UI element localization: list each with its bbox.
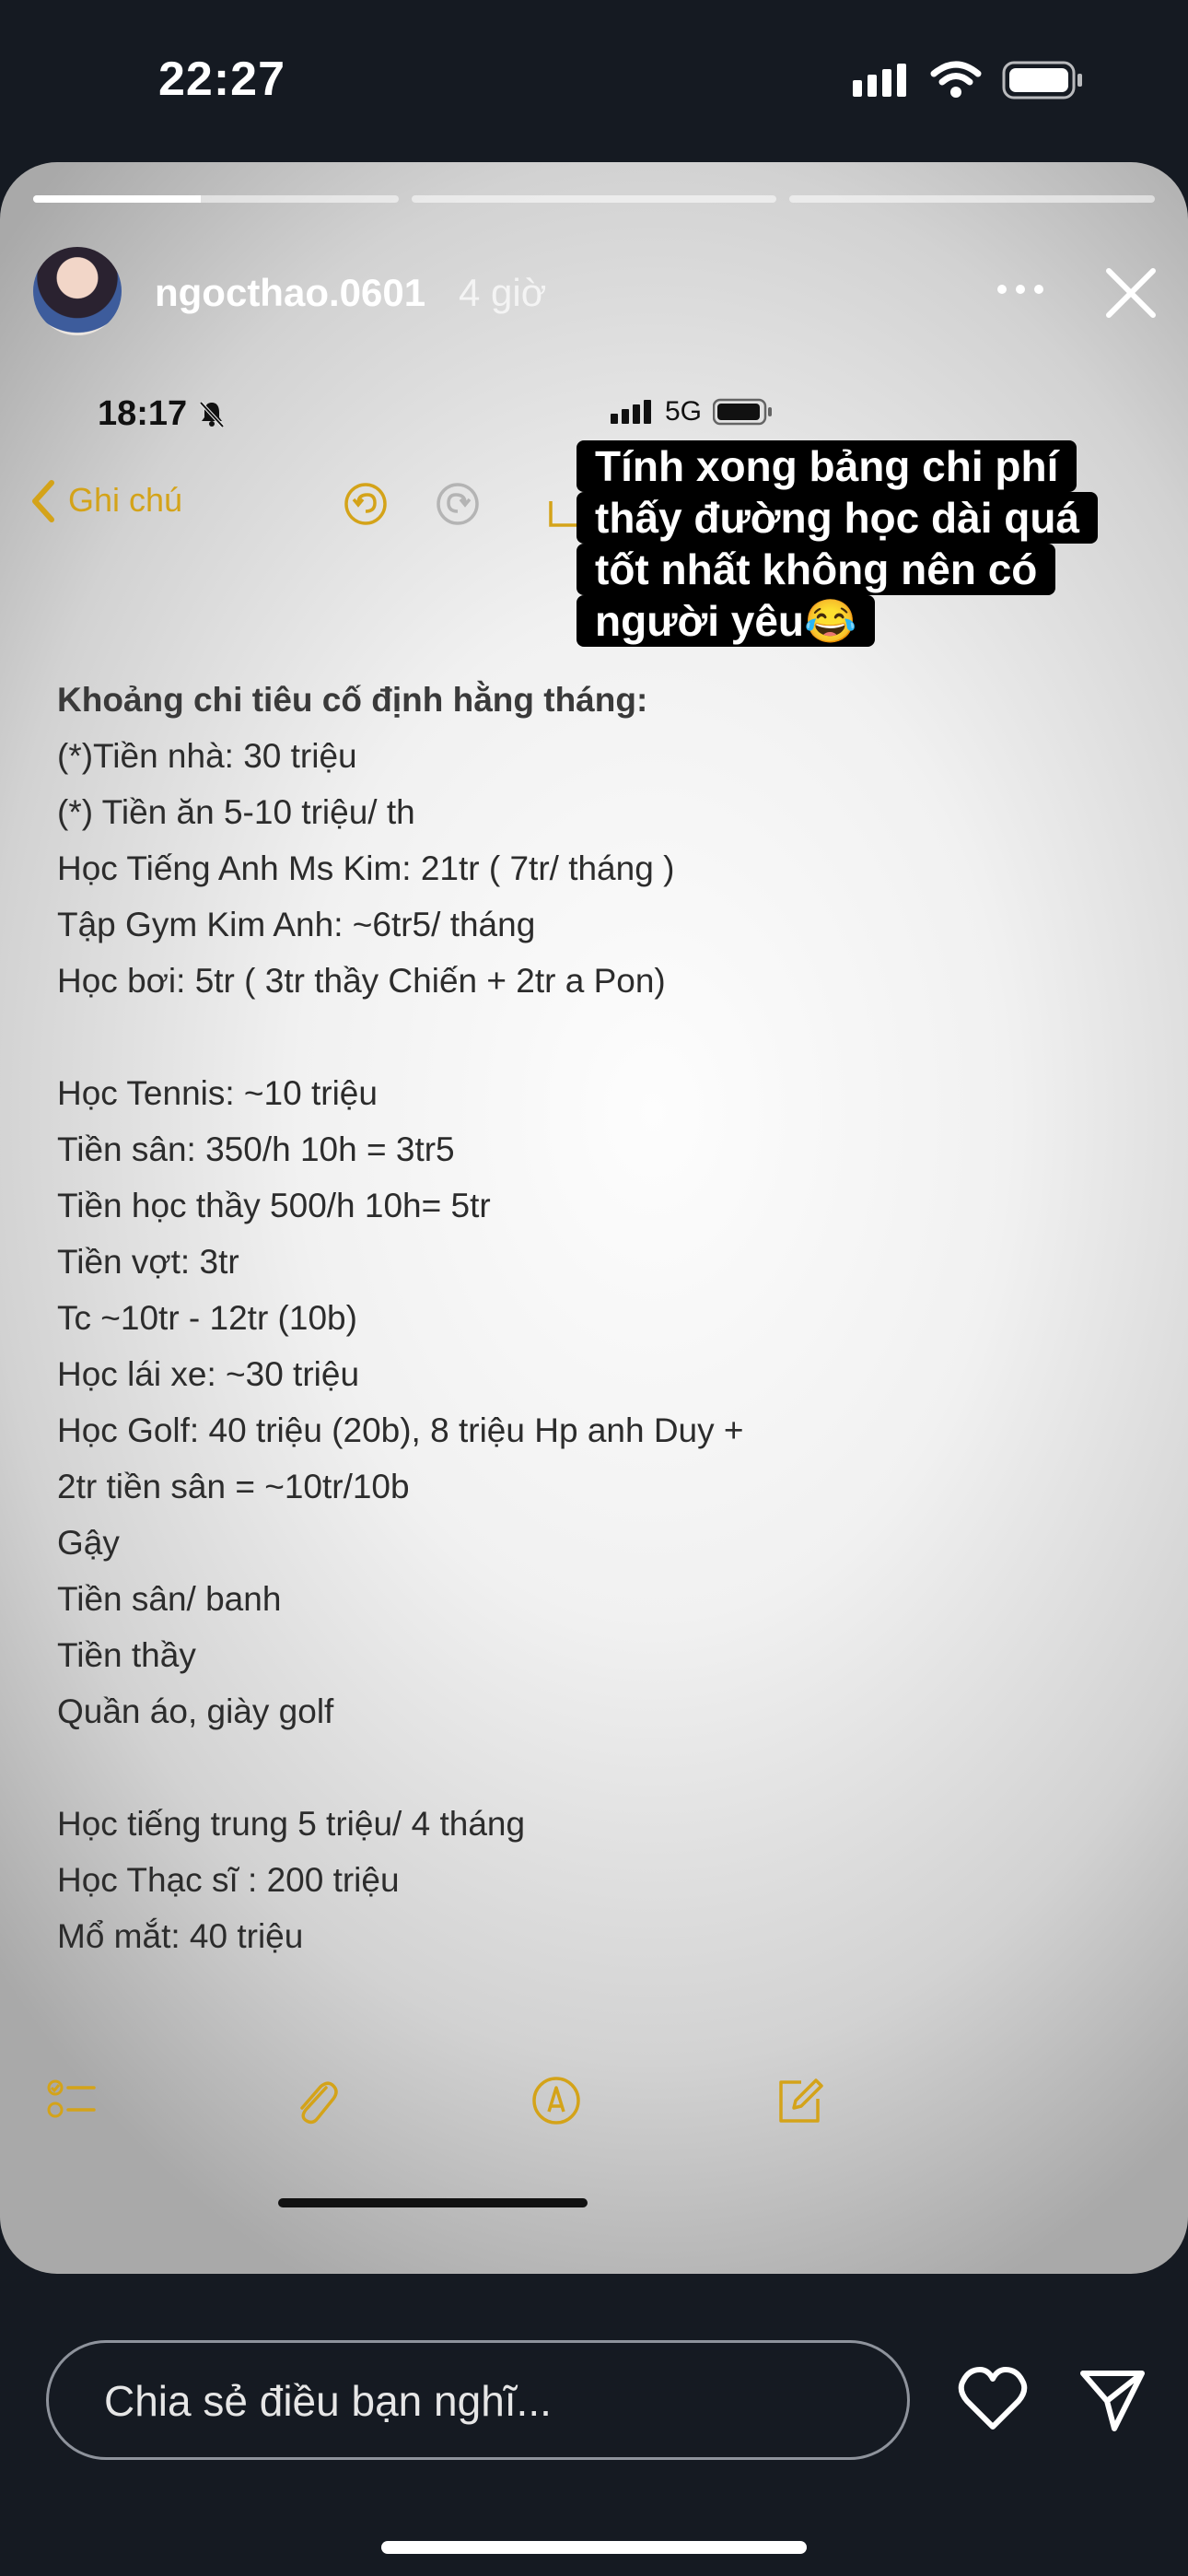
note-line: Quần áo, giày golf bbox=[57, 1692, 334, 1730]
story-caption bbox=[577, 440, 1147, 647]
note-line: Tập Gym Kim Anh: ~6tr5/ tháng bbox=[57, 906, 536, 943]
note-line: Tiền sân/ banh bbox=[57, 1580, 282, 1618]
username[interactable]: ngocthao.0601 bbox=[155, 271, 426, 314]
compose-icon[interactable] bbox=[774, 2075, 825, 2126]
story-card[interactable] bbox=[0, 162, 1188, 2274]
network-type: 5G bbox=[665, 396, 703, 427]
home-indicator bbox=[381, 2541, 807, 2554]
note-line: Tiền học thầy 500/h 10h= 5tr bbox=[57, 1187, 491, 1224]
bell-muted-icon bbox=[197, 399, 227, 428]
note-line: Học lái xe: ~30 triệu bbox=[57, 1355, 360, 1393]
send-icon[interactable] bbox=[1077, 2368, 1147, 2434]
note-line: Học tiếng trung 5 triệu/ 4 tháng bbox=[57, 1805, 526, 1843]
paperclip-icon[interactable] bbox=[289, 2075, 341, 2126]
close-icon[interactable] bbox=[1101, 263, 1160, 322]
back-to-notes[interactable]: Ghi chú bbox=[68, 481, 183, 519]
markup-pen-icon[interactable] bbox=[530, 2075, 582, 2126]
inner-time-text: 18:17 bbox=[98, 394, 188, 433]
inner-home-indicator bbox=[278, 2198, 588, 2207]
note-content[interactable] bbox=[57, 672, 1144, 1964]
note-line: (*)Tiền nhà: 30 triệu bbox=[57, 737, 357, 775]
chevron-left-icon[interactable] bbox=[24, 475, 61, 527]
note-lines bbox=[57, 728, 1144, 1964]
note-blank-line bbox=[57, 1009, 1144, 1065]
progress-segment bbox=[789, 195, 1155, 203]
note-line: 2tr tiền sân = ~10tr/10b bbox=[57, 1468, 410, 1505]
note-line: Học Thạc sĩ : 200 triệu bbox=[57, 1861, 400, 1899]
battery-icon bbox=[1002, 60, 1085, 100]
caption-line: Tính xong bảng chi phí bbox=[577, 440, 1077, 492]
checklist-icon[interactable] bbox=[46, 2075, 98, 2126]
wifi-icon bbox=[930, 61, 982, 100]
note-line: Học bơi: 5tr ( 3tr thầy Chiến + 2tr a Pon) bbox=[57, 962, 666, 1000]
note-line: Tiền thầy bbox=[57, 1636, 196, 1674]
heart-icon[interactable] bbox=[958, 2366, 1028, 2432]
progress-fill bbox=[33, 195, 201, 203]
status-bar bbox=[0, 0, 1188, 162]
caption-line: tốt nhất không nên có bbox=[577, 544, 1055, 595]
undo-icon[interactable] bbox=[343, 481, 389, 527]
inner-battery-icon bbox=[713, 398, 774, 426]
reply-input[interactable] bbox=[46, 2340, 910, 2460]
story-progress bbox=[33, 195, 1155, 203]
note-line: Gậy bbox=[57, 1524, 120, 1562]
inner-signal-icon bbox=[610, 399, 654, 425]
note-line: Mổ mắt: 40 triệu bbox=[57, 1917, 304, 1955]
time-ago: 4 giờ bbox=[459, 271, 547, 314]
inner-status-time bbox=[98, 394, 227, 434]
status-time: 22:27 bbox=[158, 53, 285, 106]
reply-placeholder: Chia sẻ điều bạn nghĩ... bbox=[104, 2377, 552, 2425]
note-heading: Khoảng chi tiêu cố định hằng tháng: bbox=[57, 681, 648, 719]
note-blank-line bbox=[57, 1739, 1144, 1796]
progress-segment bbox=[33, 195, 399, 203]
avatar[interactable] bbox=[33, 247, 122, 335]
note-line: Tc ~10tr - 12tr (10b) bbox=[57, 1299, 357, 1337]
note-line: Học Tiếng Anh Ms Kim: 21tr ( 7tr/ tháng ) bbox=[57, 849, 675, 887]
more-options-icon[interactable] bbox=[993, 271, 1048, 308]
redo-icon[interactable] bbox=[435, 481, 481, 527]
note-bottom-toolbar bbox=[0, 2075, 1188, 2149]
note-line: Tiền sân: 350/h 10h = 3tr5 bbox=[57, 1130, 455, 1168]
caption-line: người yêu😂 bbox=[577, 595, 875, 647]
note-line: Tiền vợt: 3tr bbox=[57, 1243, 239, 1281]
cellular-signal-icon bbox=[851, 62, 910, 99]
note-line: Học Tennis: ~10 triệu bbox=[57, 1074, 378, 1112]
progress-segment bbox=[412, 195, 777, 203]
note-line: (*) Tiền ăn 5-10 triệu/ th bbox=[57, 793, 415, 831]
note-line: Học Golf: 40 triệu (20b), 8 triệu Hp anh Duy + bbox=[57, 1411, 744, 1449]
caption-line: thấy đường học dài quá bbox=[577, 492, 1098, 544]
